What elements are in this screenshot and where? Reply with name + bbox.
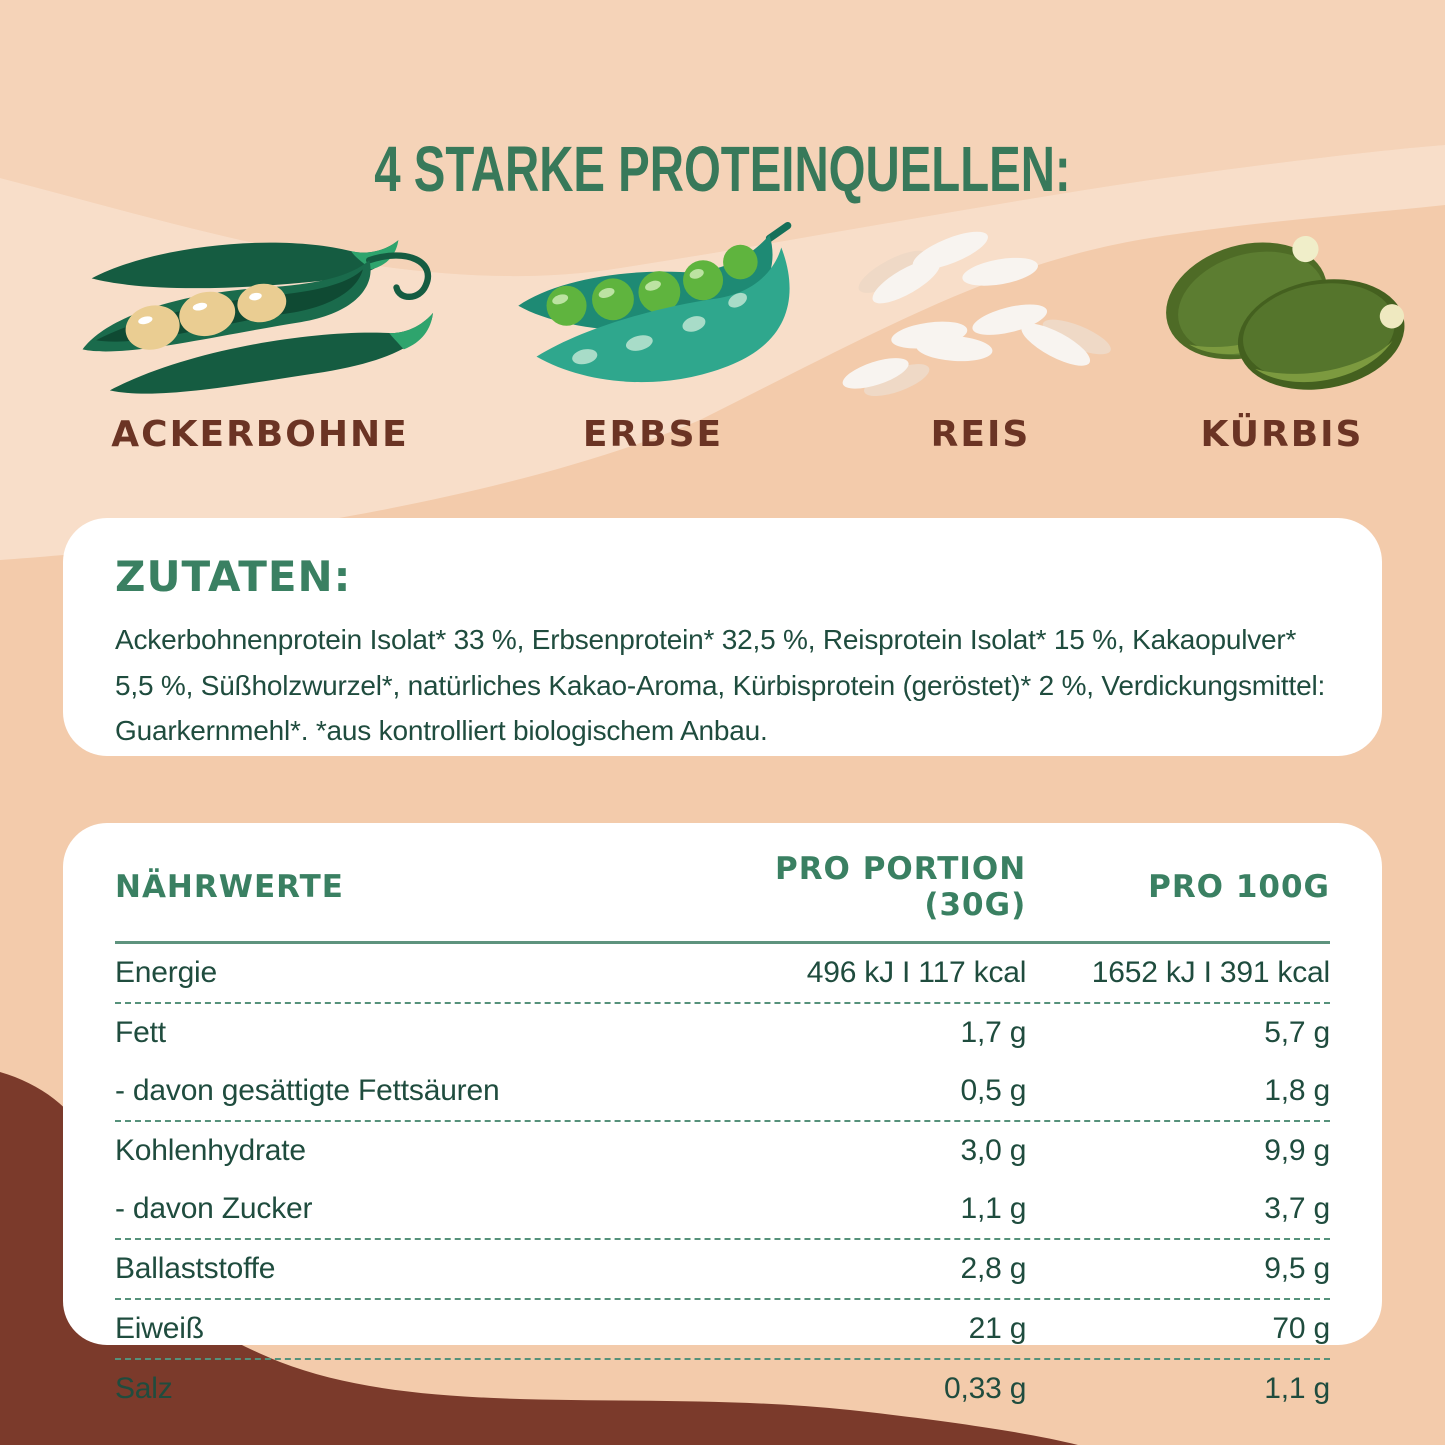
nutrient-label: Fett <box>115 1016 166 1049</box>
nutrient-per100-value: 5,7 g <box>1264 1016 1330 1049</box>
nutrient-per100-value: 1,8 g <box>1264 1074 1330 1107</box>
nutrient-portion-value: 3,0 g <box>960 1134 1027 1167</box>
table-row <box>115 1360 1330 1418</box>
nutrient-label: Ballaststoffe <box>115 1252 276 1285</box>
fava-bean-icon <box>60 222 460 404</box>
rice-grains-icon <box>836 222 1126 404</box>
table-row <box>115 1180 1330 1240</box>
table-row <box>115 944 1330 1004</box>
source-label-ackerbohne: ACKERBOHNE <box>111 414 409 455</box>
pea-pod-icon <box>488 222 818 404</box>
nutrient-per100-value: 3,7 g <box>1264 1192 1330 1225</box>
nutrient-portion-value: 21 g <box>968 1312 1027 1345</box>
nutrient-portion-value: 1,1 g <box>960 1192 1027 1225</box>
protein-sources-row <box>0 222 1445 462</box>
nutrition-card <box>63 823 1382 1405</box>
header-pro-100g: PRO 100G <box>1148 869 1330 905</box>
nutrition-table-header <box>115 851 1330 944</box>
ingredients-card <box>63 518 1382 756</box>
nutrient-portion-value: 1,7 g <box>960 1016 1027 1049</box>
nutrient-portion-value: 2,8 g <box>960 1252 1027 1285</box>
nutrient-label: - davon Zucker <box>115 1192 313 1225</box>
table-row <box>115 1004 1330 1062</box>
table-row <box>115 1122 1330 1180</box>
table-row <box>115 1062 1330 1122</box>
nutrient-portion-value: 0,33 g <box>944 1372 1027 1405</box>
header-pro-portion: PRO PORTION (30G) <box>774 851 1027 923</box>
source-label-erbse: ERBSE <box>582 414 724 455</box>
table-row <box>115 1300 1330 1360</box>
table-row <box>115 1240 1330 1300</box>
nutrient-label: Eiweiß <box>115 1312 204 1345</box>
page-title: 4 STARKE PROTEINQUELLEN: <box>374 133 1071 205</box>
nutrient-per100-value: 70 g <box>1272 1312 1330 1345</box>
nutrition-table-body <box>115 944 1330 1418</box>
ingredients-heading: ZUTATEN: <box>115 552 352 601</box>
nutrient-per100-value: 9,5 g <box>1264 1252 1330 1285</box>
nutrient-portion-value: 496 kJ I 117 kcal <box>806 956 1027 989</box>
source-label-kuerbis: KÜRBIS <box>1200 414 1364 455</box>
pumpkin-seeds-icon <box>1142 222 1422 404</box>
nutrient-per100-value: 9,9 g <box>1264 1134 1330 1167</box>
source-label-reis: REIS <box>930 414 1031 455</box>
nutrient-label: Energie <box>115 956 218 989</box>
protein-source-kuerbis <box>1132 222 1432 455</box>
nutrient-label: Salz <box>115 1372 173 1405</box>
ingredients-text: Ackerbohnenprotein Isolat* 33 %, Erbsenprotein* 32,5 %, Reisprotein Isolat* 15 %, Kakaopulver* 5,5 %, Süßholzwurzel*, natürliches Kakao-Aroma, Kürbisprotein (geröstet)* 2 %, Verdickungsmittel: Guarkernmehl*. *aus kontrolliert biologischem Anbau. <box>115 624 1326 747</box>
header-naehrwerte: NÄHRWERTE <box>115 869 344 905</box>
nutrient-label: Kohlenhydrate <box>115 1134 306 1167</box>
nutrient-per100-value: 1,1 g <box>1264 1372 1330 1405</box>
protein-source-ackerbohne <box>50 222 470 455</box>
nutrient-label: - davon gesättigte Fettsäuren <box>115 1074 500 1107</box>
protein-source-reis <box>828 222 1133 455</box>
protein-source-erbse <box>478 222 828 455</box>
nutrient-per100-value: 1652 kJ I 391 kcal <box>1091 956 1330 989</box>
nutrient-portion-value: 0,5 g <box>960 1074 1027 1107</box>
